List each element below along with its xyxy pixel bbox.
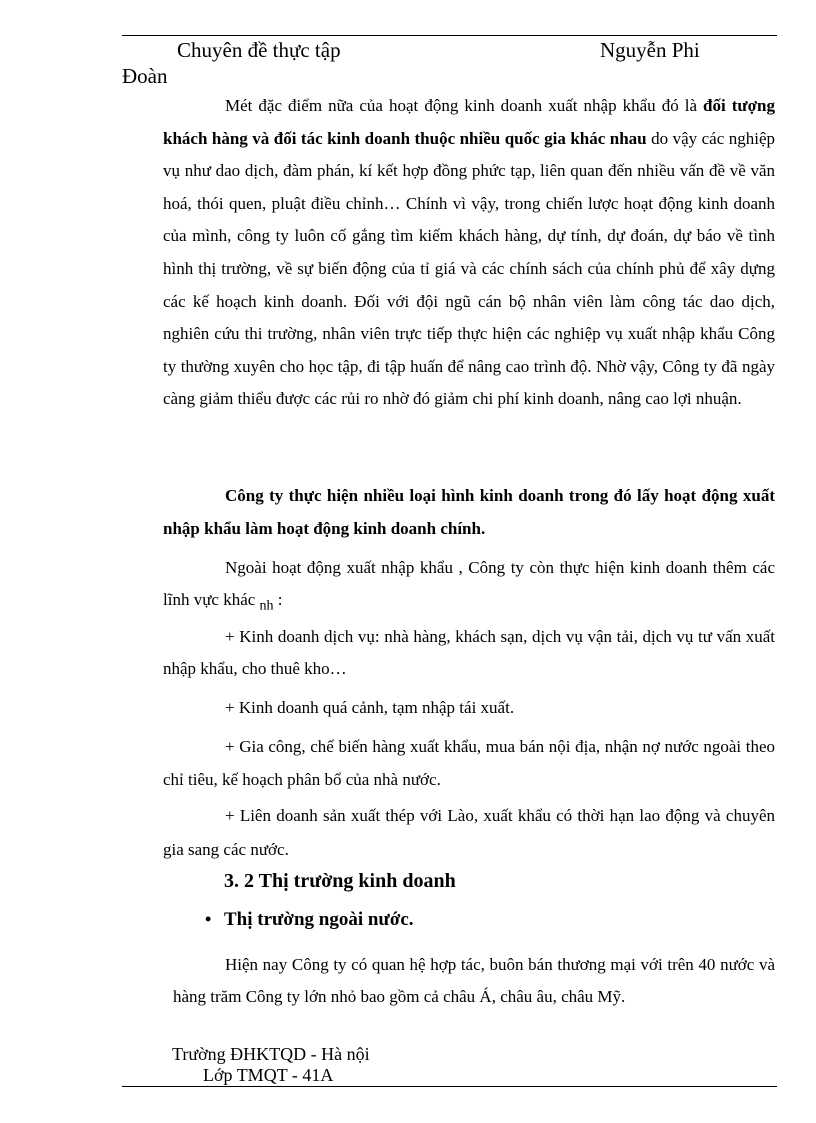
footer-school: Trường ĐHKTQD - Hà nội	[172, 1044, 370, 1064]
paragraph-1	[163, 90, 775, 416]
section-heading: 3. 2 Thị trường kinh doanh	[224, 870, 456, 892]
paragraph-3-end: :	[273, 590, 283, 609]
footer-class: Lớp TMQT - 41A	[203, 1065, 334, 1085]
paragraph-3	[163, 552, 775, 622]
header-author-wrap: Đoàn	[122, 64, 168, 88]
list-item-services: + Kinh doanh dịch vụ: nhà hàng, khách sạn, dịch vụ vận tải, dịch vụ tư vấn xuất nhập khẩu, cho thuê kho…	[163, 627, 775, 678]
header-rule	[122, 35, 777, 36]
paragraph-1-bold: đối tượng khách hàng và đối tác kinh doanh thuộc nhiều quốc gia khác nhau	[163, 96, 775, 148]
footer-rule	[122, 1086, 777, 1087]
header-author: Nguyễn Phi	[600, 38, 700, 62]
list-item-transit: + Kinh doanh quá cảnh, tạm nhập tái xuất.	[225, 698, 515, 717]
list-item-processing: + Gia công, chế biến hàng xuất khẩu, mua bán nội địa, nhận nợ nước ngoài theo chỉ tiêu, kế hoạch phân bổ của nhà nước.	[163, 737, 775, 789]
paragraph-1-rest: do vậy các nghiệp vụ như dao dịch, đàm phán, kí kết hợp đồng phức tạp, liên quan đến nhiều vấn đề về văn hoá, thói quen, pluật điều chỉnh… Chính vì vậy, trong chiến lược hoạt động kinh doanh của mình, công ty luôn cố gắng tìm kiếm khách hàng, dự tính, dự đoán, dự báo về tình hình thị trường, về sự biến động của tỉ giá và các chính sách của chính phủ để xây dựng các kế hoạch kinh doanh. Đối với đội ngũ cán bộ nhân viên làm công tác dao dịch, nghiên cứu thi trường, nhân viên trực tiếp thực hiện các nghiệp vụ xuất nhập khẩu Công ty thường xuyên cho học tập, đi tập huấn để nâng cao trình độ. Nhờ vậy, Công ty đã ngày càng giảm thiểu được các rủi ro nhờ đó giảm chi phí kinh doanh, nâng cao lợi nhuận.	[163, 128, 776, 409]
header-title: Chuyên đề thực tập	[177, 38, 341, 62]
paragraph-1-start: Mét đặc điểm nữa của hoạt động kinh doanh xuất nhập khẩu đó là	[225, 96, 704, 115]
list-item-joint-venture: + Liên doanh sản xuất thép với Lào, xuất khẩu có thời hạn lao động và chuyên gia sang các nước.	[163, 806, 775, 859]
paragraph-2-bold: Công ty thực hiện nhiều loại hình kinh doanh trong đó lấy hoạt động xuất nhập khẩu làm hoạt động kinh doanh chính.	[163, 486, 775, 538]
paragraph-4: Hiện nay Công ty có quan hệ hợp tác, buôn bán thương mại với trên 40 nước và hàng trăm Công ty lớn nhỏ bao gồm cả châu Á, châu âu, châu Mỹ.	[173, 955, 775, 1006]
paragraph-3-small: nh	[259, 598, 274, 614]
paragraph-3-text: Ngoài hoạt động xuất nhập khẩu , Công ty còn thực hiện kinh doanh thêm các lĩnh vực khác	[163, 558, 775, 609]
bullet-icon: •	[205, 909, 212, 929]
bullet-heading: Thị trường ngoài nước.	[224, 909, 414, 930]
